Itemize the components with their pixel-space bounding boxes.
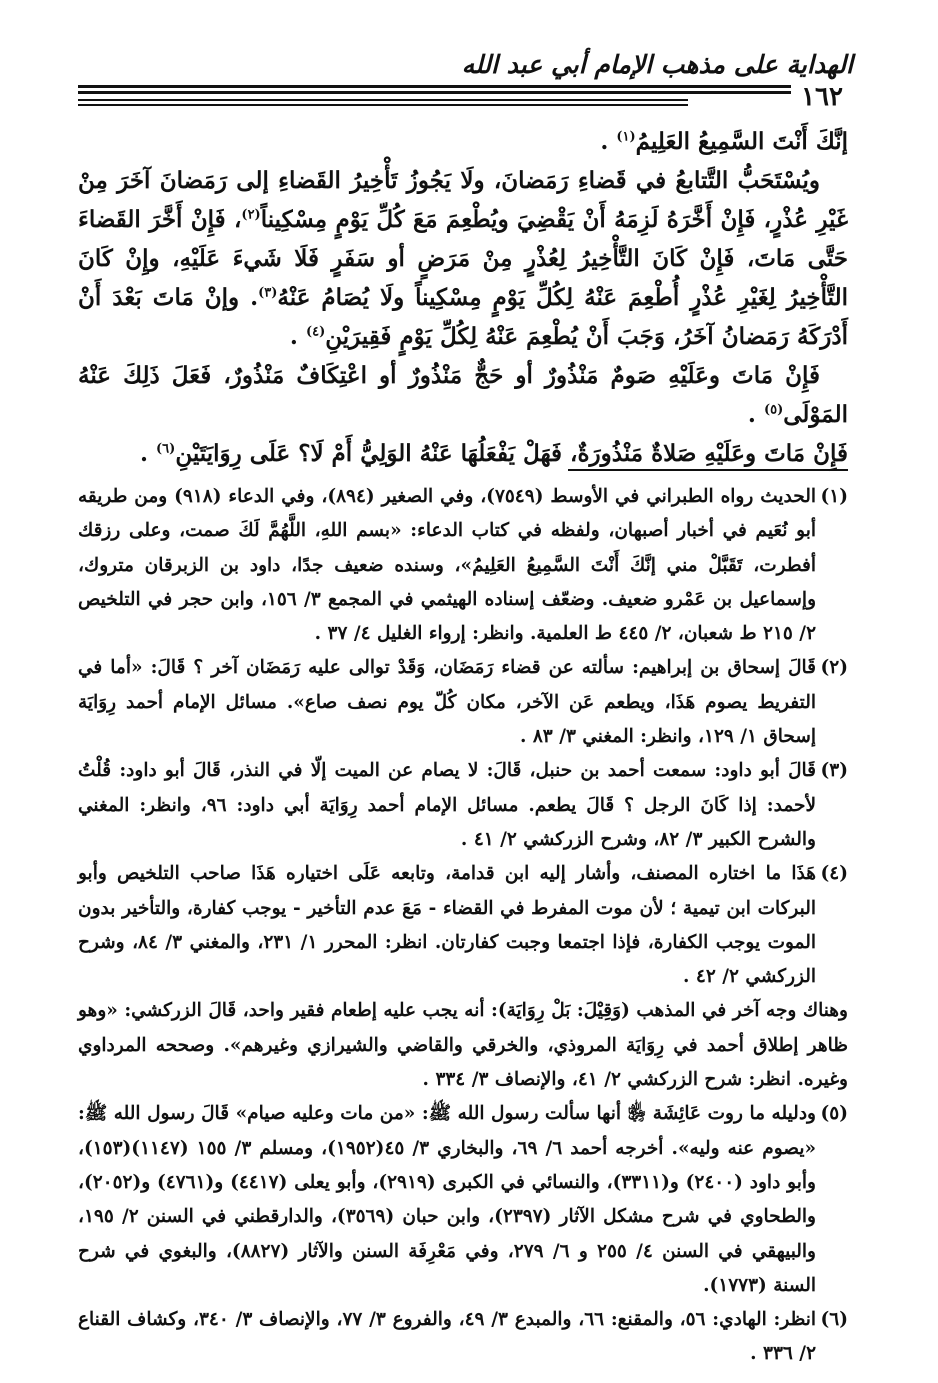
footnote-ref-6[interactable]: (٦) (156, 441, 176, 457)
footnote-text: هَذَا ما اختاره المصنف، وأشار إليه ابن قدامة، وتابعه عَلَى اختياره هَذَا صاحب التلخيص وأبو البركات ابن تيمية ؛ لأن موت المفرط في القضاء - مَعَ عدم التأخير - يوجب كفارة، والتأخير بدون الموت يوجب الكفارة، فإذا اجتمعا وجبت كفارتان. انظر: المحرر ١/ ٢٣١، والمغني ٣/ ٨٤، وشرح الزركشي ٢/ ٤٢ . (78, 863, 817, 988)
paragraph-verse: إنَّكَ أَنْتَ السَّمِيعُ العَلِيمُ$^{(١)}$ . (600, 128, 848, 155)
footnote-number: (٢) (820, 657, 848, 679)
paragraph-ramadan-qada: ويُسْتَحَبُّ التَّتابعُ في قَضاءِ رَمَضانَ، ولَا يَجُوزُ تَأْخِيرُ القَضاءِ إلى رَمَضانَ آخَرَ مِنْ غَيْرِ عُذْرٍ، فَإِنْ أَخَّرَهُ لَزِمَهُ أَنْ يَقْضِيَ ويُطْعِمَ مَعَ كُلِّ يَوْمٍ مِسْكِيناً$^{(٢)}$، فَإِنْ أَخَّرَ القَضاءَ حَتَّى مَاتَ، فَإِنْ كَانَ التَّأْخِيرُ لِعُذْرٍ مِنْ مَرَضٍ أو سَفَرٍ فَلَا شَيءَ عَلَيْهِ، وإِنْ كَانَ التَّأْخِيرُ لِغَيْرِ عُذْرٍ أُطْعِمَ عَنْهُ لِكُلِّ يَوْمٍ مِسْكِيناً ولَا يُصَامُ عَنْهُ$^{(٣)}$. وإنْ مَاتَ بَعْدَ أَنْ أَدْرَكَهُ رَمَضانُ آخَرُ، وَجَبَ أَنْ يُطْعِمَ عَنْهُ لِكُلِّ يَوْمٍ فَقِيرَيْنِ$^{(٤)}$ . (78, 167, 848, 350)
header-rule-third (78, 99, 688, 101)
paragraph-vowed-fast: فَإِنْ مَاتَ وعَلَيْهِ صَومٌ مَنْذُورٌ أو حَجٌّ مَنْذُورٌ أو اعْتِكَافٌ مَنْذُورٌ، فَعَلَ ذَلِكَ عَنْهُ المَوْلَى$^{(٥)}$ . (78, 362, 848, 428)
header-rule-top (78, 85, 848, 88)
footnote-ref-1[interactable]: (١) (616, 129, 636, 145)
footnote-ref-2[interactable]: (٢) (241, 207, 261, 223)
footnote-text: انظر: الهادي: ٥٦، والمقنع: ٦٦، والمبدع ٣/ ٤٩، والفروع ٣/ ٧٧، والإنصاف ٣/ ٣٤٠، وكشاف القناع ٢/ ٣٣٦ . (78, 1309, 817, 1365)
footnote-ref-5[interactable]: (٥) (763, 402, 784, 418)
header-rule-bottom (78, 104, 688, 106)
footnote-5 (78, 1097, 848, 1303)
footnote-number: (١) (820, 486, 848, 507)
footnote-text: قَالَ إسحاق بن إبراهيم: سألته عن قضاء رَمَضَان، وَقَدْ توالى عليه رَمَضَان آخر ؟ قَالَ: «أما في التفريط يصوم هَذَا، ويطعم عَن الآخر، مكان كُلّ يوم نصف صاع». مسائل الإمام أحمد رِوَايَة إسحاق ١/ ١٢٩، وانظر: المغني ٣/ ٨٣ . (78, 657, 816, 748)
footnote-text: ودليله ما روت عَائِشَة ﵂ أنها سألت رسول الله ﷺ: «من مات وعليه صيام» قَالَ رسول الله ﷺ: «يصوم عنه وليه». أخرجه أحمد ٦/ ٦٩، والبخاري ٣/ ٤٥(١٩٥٢)، ومسلم ٣/ ١٥٥ (١١٤٧)(١٥٣)، وأبو داود (٢٤٠٠) و(٣٣١١)، والنسائي في الكبرى (٢٩١٩)، وأبو يعلى (٤٤١٧) و(٤٧٦١) و(٢٠٥٢)، والطحاوي في شرح مشكل الآثار (٢٣٩٧)، وابن حبان (٣٥٦٩)، والدارقطني في السنن ٢/ ١٩٥، والبيهقي في السنن ٤/ ٢٥٥ و ٦/ ٢٧٩، وفي مَعْرِفَة السنن والآثار (٨٨٢٧)، والبغوي في شرح السنة (١٧٧٣). (78, 1103, 817, 1296)
paragraph-vowed-prayer: فَإِنْ مَاتَ وعَلَيْهِ صَلاةٌ مَنْذُورَةٌ، فَهَلْ يَفْعَلُهَا عَنْهُ الوَلِيُّ أَمْ لَا؟ عَلَى رِوَايَتَيْنِ$^{(٦)}$ . (140, 440, 848, 467)
footnotes-section (78, 480, 848, 1372)
footnote-1 (78, 480, 848, 651)
footnote-number: (٣) (820, 760, 848, 782)
footnote-6 (78, 1303, 848, 1372)
footnote-text: الحديث رواه الطبراني في الأوسط (٧٥٤٩)، وفي الصغير (٨٩٤)، وفي الدعاء (٩١٨) ومن طريقه أبو نُعَيم في أخبار أصبهان، ولفظه في كتاب الدعاء: «بسم اللهِ، اللَّهُمَّ لَكَ صمت، وعلى رزقك أفطرت، تَقَبَّلْ مني إنَّكَ أَنْتَ السَّمِيعُ العَلِيمُ»، وسنده ضعيف جدًا، داود بن الزبرقان متروك، وإسماعيل بن عَمْرو ضعيف. وضعّف إسناده الهيثمي في المجمع ٣/ ١٥٦، وابن حجر في التلخيص ٢/ ٢١٥ ط شعبان، ٢/ ٤٤٥ ط العلمية. وانظر: إرواء الغليل ٤/ ٣٧ . (78, 486, 817, 645)
footnote-ref-3[interactable]: (٣) (258, 285, 278, 301)
footnote-number: (٤) (820, 863, 848, 885)
footnote-4 (78, 857, 848, 994)
main-text (78, 122, 848, 473)
footnote-ref-4[interactable]: (٤) (305, 324, 326, 340)
page-number: ١٦٢ (791, 82, 853, 112)
footnote-4-continuation: وهناك وجه آخر في المذهب (وَقِيْلَ: بَلْ رِوَايَة): أنه يجب عليه إطعام فقير واحد، قَالَ الزركشي: «وهو ظاهر إطلاق أحمد في رِوَايَة المروذي، والخرقي والقاضي والشيرازي وغيرهم». وصححه المرداوي وغيره. انظر: شرح الزركشي ٢/ ٤١، والإنصاف ٣/ ٣٣٤ . (78, 1000, 848, 1091)
footnote-3 (78, 754, 848, 857)
running-header-title: الهداية على مذهب الإمام أبي عبد الله (461, 50, 853, 79)
footnote-number: (٥) (820, 1103, 848, 1125)
footnote-divider (568, 469, 848, 471)
footnote-text: قَالَ أبو داود: سمعت أحمد بن حنبل، قَالَ: لا يصام عن الميت إلّا في النذر، قَالَ أبو داود: قُلْتُ لأحمد: إذا كَانَ الرجل ؟ قَالَ يطعم. مسائل الإمام أحمد رِوَايَة أبي داود: ٩٦، وانظر: المغني والشرح الكبير ٣/ ٨٢، وشرح الزركشي ٢/ ٤١ . (78, 760, 817, 850)
footnote-2 (78, 651, 848, 754)
footnote-number: (٦) (820, 1309, 848, 1331)
header-rule-second (78, 91, 848, 94)
